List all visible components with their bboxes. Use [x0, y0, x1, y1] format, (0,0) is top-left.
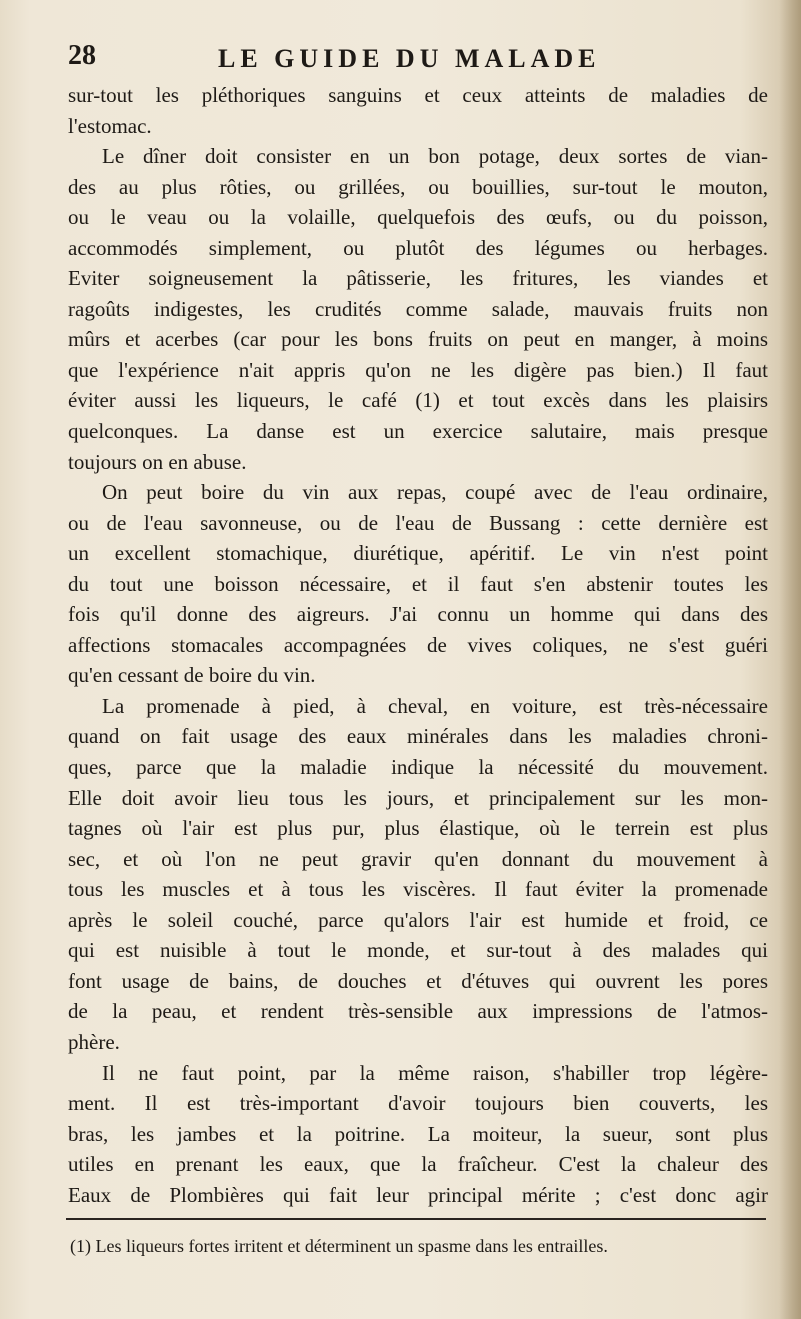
- text-line: l'estomac.: [68, 113, 152, 138]
- text-line: font usage de bains, de douches et d'étuves qui ouvrent les pores: [68, 968, 768, 993]
- text-line: ques, parce que la maladie indique la nécessité du mouvement.: [68, 755, 768, 780]
- text-line: fois qu'il donne des aigreurs. J'ai connu un homme qui dans des: [68, 602, 768, 627]
- text-line: Eviter soigneusement la pâtisserie, les fritures, les viandes et: [68, 266, 768, 291]
- text-line: ragoûts indigestes, les crudités comme salade, mauvais fruits non: [68, 296, 768, 321]
- text-line: tous les muscles et à tous les viscères. Il faut éviter la promenade: [68, 877, 768, 902]
- text-line: La promenade à pied, à cheval, en voiture, est très-nécessaire: [102, 693, 768, 718]
- text-line: bras, les jambes et la poitrine. La moiteur, la sueur, sont plus: [68, 1121, 768, 1146]
- page-number: 28: [68, 40, 96, 71]
- page-header: [68, 38, 758, 78]
- text-line: phère.: [68, 1029, 120, 1054]
- text-line: ou le veau ou la volaille, quelquefois des œufs, ou du poisson,: [68, 205, 768, 230]
- text-line: quelconques. La danse est un exercice salutaire, mais presque: [68, 419, 768, 444]
- text-line: sec, et où l'on ne peut gravir qu'en donnant du mouvement à: [68, 846, 768, 871]
- text-line: ment. Il est très-important d'avoir toujours bien couverts, les: [68, 1091, 768, 1116]
- text-line: éviter aussi les liqueurs, le café (1) et tout excès dans les plaisirs: [68, 388, 768, 413]
- body-text: [68, 80, 768, 1210]
- text-line: Il ne faut point, par la même raison, s'habiller trop légère-: [102, 1060, 768, 1085]
- text-line: de la peau, et rendent très-sensible aux impressions de l'atmos-: [68, 999, 768, 1024]
- text-line: On peut boire du vin aux repas, coupé avec de l'eau ordinaire,: [102, 480, 768, 505]
- text-line: que l'expérience n'ait appris qu'on ne les digère pas bien.) Il faut: [68, 357, 768, 382]
- text-line: un excellent stomachique, diurétique, apéritif. Le vin n'est point: [68, 541, 768, 566]
- text-line: utiles en prenant les eaux, que la fraîcheur. C'est la chaleur des: [68, 1152, 768, 1177]
- text-line: tagnes où l'air est plus pur, plus élastique, où le terrein est plus: [68, 816, 768, 841]
- text-line: du tout une boisson nécessaire, et il faut s'en abstenir toutes les: [68, 571, 768, 596]
- text-line: des au plus rôties, ou grillées, ou bouillies, sur-tout le mouton,: [68, 174, 768, 199]
- footnote: (1) Les liqueurs fortes irritent et déterminent un spasme dans les entrailles.: [70, 1236, 608, 1256]
- text-line: sur-tout les pléthoriques sanguins et ceux atteints de maladies de: [68, 83, 768, 107]
- text-line: Eaux de Plombières qui fait leur principal mérite ; c'est donc agir: [68, 1182, 768, 1207]
- footnote-rule: [66, 1218, 766, 1220]
- text-line: accommodés simplement, ou plutôt des légumes ou herbages.: [68, 235, 768, 260]
- text-line: mûrs et acerbes (car pour les bons fruits on peut en manger, à moins: [68, 327, 768, 352]
- text-line: toujours on en abuse.: [68, 449, 247, 474]
- text-line: qui est nuisible à tout le monde, et sur-tout à des malades qui: [68, 938, 768, 963]
- text-line: Le dîner doit consister en un bon potage, deux sortes de vian-: [102, 144, 768, 169]
- text-line: qu'en cessant de boire du vin.: [68, 663, 316, 688]
- text-line: quand on fait usage des eaux minérales dans les maladies chroni-: [68, 724, 768, 749]
- running-head: LE GUIDE DU MALADE: [218, 44, 601, 73]
- text-line: ou de l'eau savonneuse, ou de l'eau de Bussang : cette dernière est: [68, 510, 768, 535]
- text-line: affections stomacales accompagnées de vives coliques, ne s'est guéri: [68, 632, 768, 657]
- page-edge-shadow: [779, 0, 801, 1319]
- text-line: Elle doit avoir lieu tous les jours, et principalement sur les mon-: [68, 785, 768, 810]
- text-line: après le soleil couché, parce qu'alors l'air est humide et froid, ce: [68, 907, 768, 932]
